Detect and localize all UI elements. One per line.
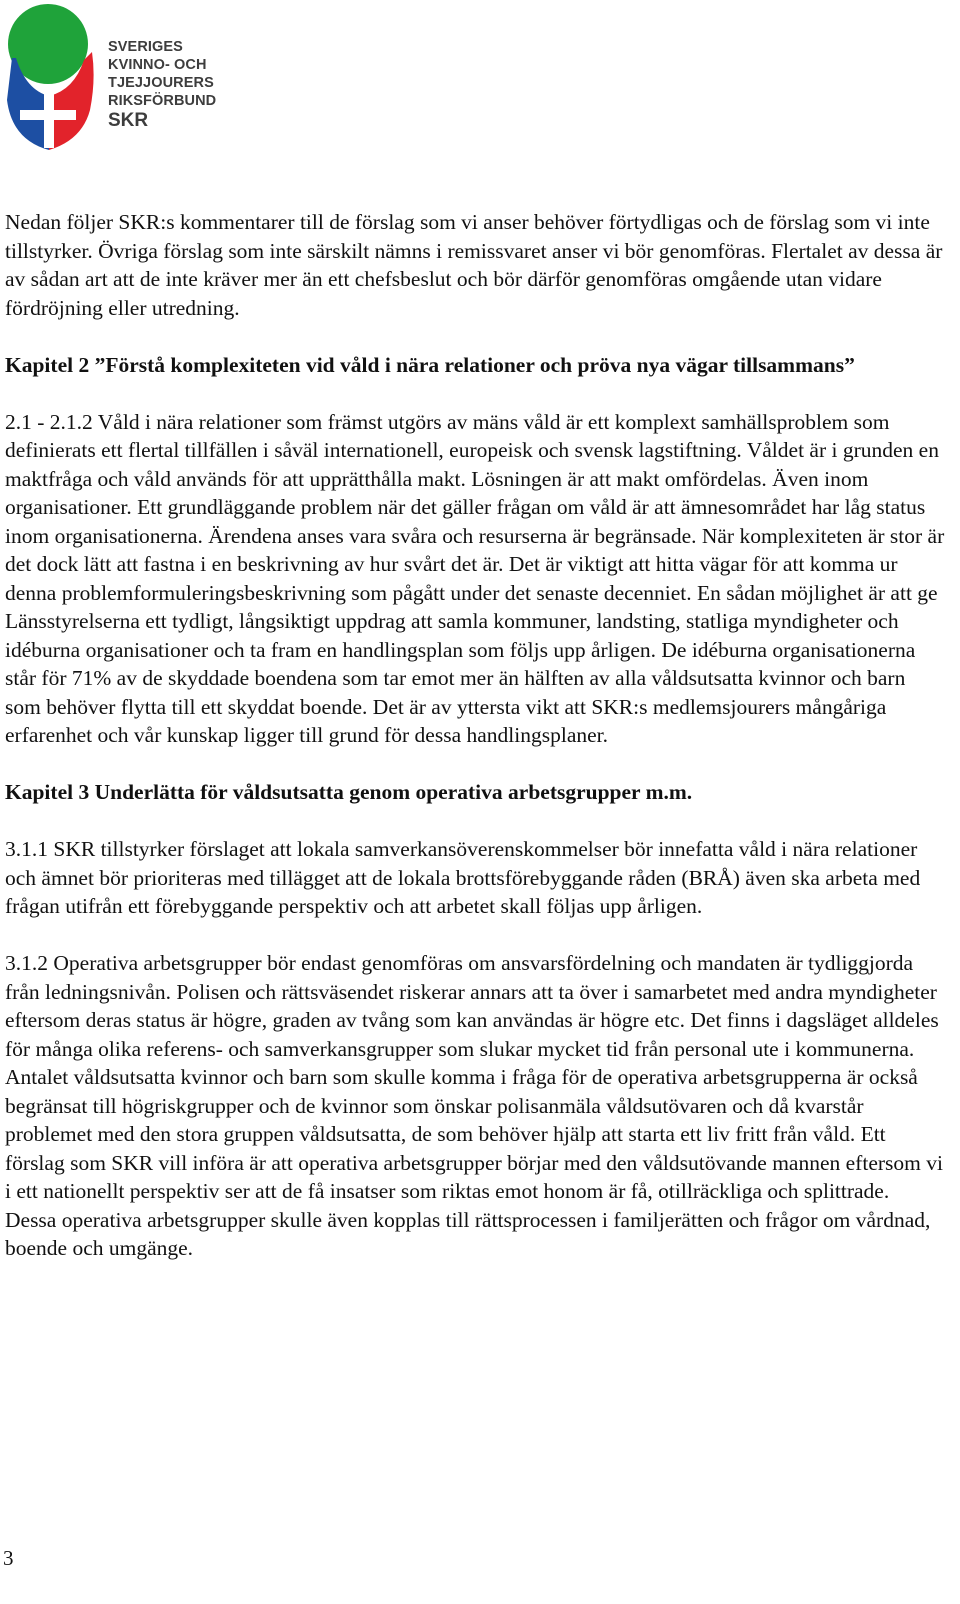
emblem-cross-horizontal (20, 110, 76, 120)
intro-paragraph: Nedan följer SKR:s kommentarer till de förslag som vi anser behöver förtydligas och de förslag som vi inte tillstyrker. Övriga förslag som inte särskilt nämns i remissvaret anser vi bör genomföras. Flertalet av dessa är av sådan art att de inte kräver mer än ett chefsbeslut och bör därför genomföras omgående utan vidare fördröjning eller utredning. (5, 210, 943, 320)
document-body (5, 208, 945, 1263)
skr-emblem-icon (4, 0, 104, 156)
logo-line-3: RIKSFÖRBUND (108, 93, 217, 109)
chapter-2-paragraph: 2.1 - 2.1.2 Våld i nära relationer som främst utgörs av mäns våld är ett komplext samhällsproblem som definierats ett flertal tillfällen i såväl internationell, europeisk och svensk lagstiftning. Våldet är i grunden en maktfråga och våld används för att upprätthålla makt. Lösningen är att makt omfördelas. Även inom organisationer. Ett grundläggande problem när det gäller frågan om våld är att ämnesområdet har låg status inom organisationerna. Ärendena anses vara svåra och resurserna är begränsade. När komplexiteten är stor är det dock lätt att fastna i en beskrivning av hur svårt det är. Det är viktigt att hitta vägar för att komma ur denna problemformuleringsbeskrivning som pågått under det senaste decenniet. En sådan möjlighet är att ge Länsstyrelserna ett tydligt, långsiktigt uppdrag att samla kommuner, landsting, statliga myndigheter och idéburna organisationer och ta fram en handlingsplan som följs upp årligen. De idéburna organisationerna står för 71% av de skyddade boendena som tar emot mer än hälften av alla våldsutsatta kvinnor och barn som behöver flytta till ett skyddat boende. Det är av yttersta vikt att SKR:s medlemsjourers mångåriga erfarenhet och vår kunskap ligger till grund för dessa handlingsplaner. (5, 409, 945, 747)
logo-wordmark (108, 38, 314, 130)
chapter-3-paragraph-1: 3.1.1 SKR tillstyrker förslaget att lokala samverkansöverenskommelser bör innefatta våld i nära relationer och ämnet bör prioriteras med tillägget att de lokala brottsförebyggande råden (BRÅ) även ska arbeta med frågan utifrån ett förebyggande perspektiv och att arbetet skall följas upp årligen. (5, 837, 921, 918)
logo-line-1: SVERIGES (108, 39, 183, 55)
page-number: 3 (3, 1546, 14, 1570)
chapter-3-paragraph-2: 3.1.2 Operativa arbetsgrupper bör endast genomföras om ansvarsfördelning och mandaten är tydliggjorda från ledningsnivån. Polisen och rättsväsendet riskerar annars att ta över i samarbetet med andra myndigheter eftersom deras status är högre, graden av tvång som kan användas är högre etc. Det finns i dagsläget alldeles för många olika referens- och samverkansgrupper som slukar mycket tid från personal ute i kommunerna. Antalet våldsutsatta kvinnor och barn som skulle komma i fråga för de operativa arbetsgrupperna är också begränsat till högriskgrupper och de kvinnor som önskar polisanmäla våldsutövaren och då kvarstår problemet med den stora gruppen våldsutsatta, de som behöver hjälp att starta ett liv fritt från våld. Ett förslag som SKR vill införa är att operativa arbetsgrupper börjar med den våldsutövande mannen eftersom vi i ett nationellt perspektiv ser att de få insatser som riktas emot honom är få, otillräckliga och splittrade. Dessa operativa arbetsgrupper skulle även kopplas till rättsprocessen i familjerätten och frågor om vårdnad, boende och umgänge. (5, 951, 943, 1260)
organization-logo (4, 0, 314, 156)
logo-line-2: KVINNO- OCH TJEJJOURERS (108, 57, 214, 91)
chapter-3-heading: Kapitel 3 Underlätta för våldsutsatta genom operativa arbetsgrupper m.m. (5, 780, 693, 804)
chapter-2-heading: Kapitel 2 ”Förstå komplexiteten vid våld i nära relationer och pröva nya vägar tillsammans” (5, 352, 855, 377)
logo-line-4: SKR (108, 110, 149, 131)
